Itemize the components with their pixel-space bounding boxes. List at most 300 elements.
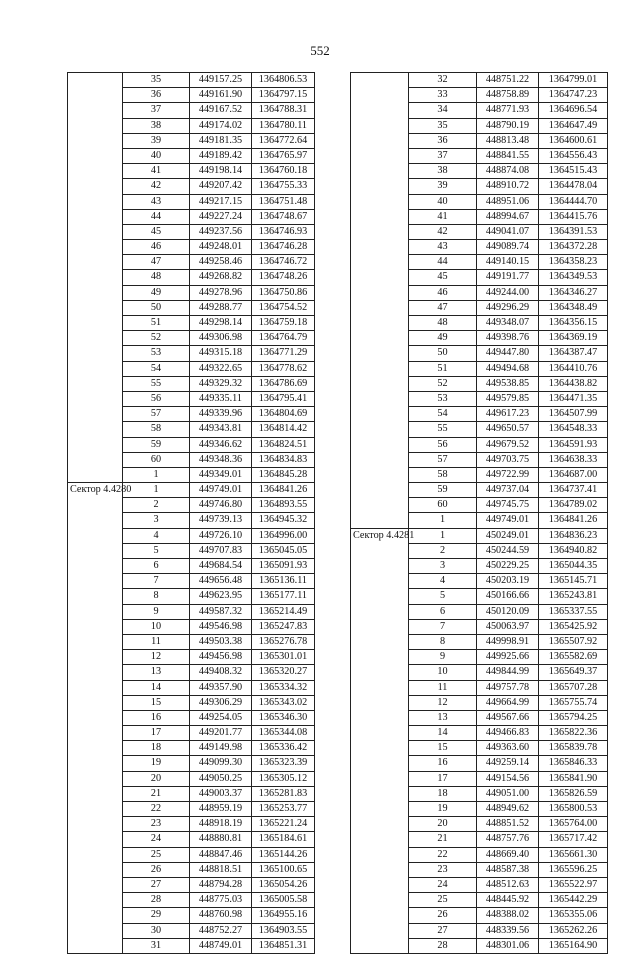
x-coordinate-cell: 449679.52 bbox=[477, 437, 539, 452]
x-coordinate-cell: 448760.98 bbox=[190, 908, 252, 923]
y-coordinate-cell: 1365005.58 bbox=[252, 893, 315, 908]
point-number-cell: 54 bbox=[409, 407, 477, 422]
y-coordinate-cell: 1365343.02 bbox=[252, 695, 315, 710]
x-coordinate-cell: 449207.42 bbox=[190, 179, 252, 194]
y-coordinate-cell: 1365184.61 bbox=[252, 832, 315, 847]
x-coordinate-cell: 449567.66 bbox=[477, 710, 539, 725]
y-coordinate-cell: 1364788.31 bbox=[252, 103, 315, 118]
y-coordinate-cell: 1364806.53 bbox=[252, 73, 315, 88]
point-number-cell: 23 bbox=[123, 817, 190, 832]
y-coordinate-cell: 1365355.06 bbox=[539, 908, 608, 923]
x-coordinate-cell: 449722.99 bbox=[477, 467, 539, 482]
point-number-cell: 59 bbox=[123, 437, 190, 452]
x-coordinate-cell: 450120.09 bbox=[477, 604, 539, 619]
point-number-cell: 51 bbox=[123, 316, 190, 331]
y-coordinate-cell: 1365800.53 bbox=[539, 802, 608, 817]
point-number-cell: 22 bbox=[409, 847, 477, 862]
x-coordinate-cell: 450203.19 bbox=[477, 574, 539, 589]
y-coordinate-cell: 1364851.31 bbox=[252, 938, 315, 953]
x-coordinate-cell: 449494.68 bbox=[477, 361, 539, 376]
y-coordinate-cell: 1364778.62 bbox=[252, 361, 315, 376]
y-coordinate-cell: 1365177.11 bbox=[252, 589, 315, 604]
point-number-cell: 40 bbox=[409, 194, 477, 209]
x-coordinate-cell: 448512.63 bbox=[477, 877, 539, 892]
point-number-cell: 56 bbox=[123, 391, 190, 406]
x-coordinate-cell: 448758.89 bbox=[477, 88, 539, 103]
point-number-cell: 22 bbox=[123, 802, 190, 817]
y-coordinate-cell: 1364765.97 bbox=[252, 148, 315, 163]
y-coordinate-cell: 1365164.90 bbox=[539, 938, 608, 953]
x-coordinate-cell: 449198.14 bbox=[190, 164, 252, 179]
point-number-cell: 37 bbox=[123, 103, 190, 118]
x-coordinate-cell: 449587.32 bbox=[190, 604, 252, 619]
point-number-cell: 49 bbox=[409, 331, 477, 346]
point-number-cell: 37 bbox=[409, 148, 477, 163]
point-number-cell: 3 bbox=[123, 513, 190, 528]
y-coordinate-cell: 1365301.01 bbox=[252, 650, 315, 665]
point-number-cell: 13 bbox=[409, 710, 477, 725]
x-coordinate-cell: 449174.02 bbox=[190, 118, 252, 133]
x-coordinate-cell: 449003.37 bbox=[190, 786, 252, 801]
point-number-cell: 45 bbox=[409, 270, 477, 285]
x-coordinate-cell: 449746.80 bbox=[190, 498, 252, 513]
x-coordinate-cell: 449398.76 bbox=[477, 331, 539, 346]
point-number-cell: 46 bbox=[123, 240, 190, 255]
point-number-cell: 42 bbox=[409, 224, 477, 239]
y-coordinate-cell: 1365045.05 bbox=[252, 543, 315, 558]
x-coordinate-cell: 449757.78 bbox=[477, 680, 539, 695]
y-coordinate-cell: 1365425.92 bbox=[539, 619, 608, 634]
point-number-cell: 2 bbox=[409, 543, 477, 558]
point-number-cell: 19 bbox=[409, 802, 477, 817]
point-number-cell: 25 bbox=[123, 847, 190, 862]
x-coordinate-cell: 449268.82 bbox=[190, 270, 252, 285]
x-coordinate-cell: 449306.29 bbox=[190, 695, 252, 710]
x-coordinate-cell: 450244.59 bbox=[477, 543, 539, 558]
point-number-cell: 16 bbox=[123, 710, 190, 725]
x-coordinate-cell: 449050.25 bbox=[190, 771, 252, 786]
x-coordinate-cell: 450229.25 bbox=[477, 559, 539, 574]
x-coordinate-cell: 449538.85 bbox=[477, 376, 539, 391]
y-coordinate-cell: 1365707.28 bbox=[539, 680, 608, 695]
y-coordinate-cell: 1364841.26 bbox=[252, 483, 315, 498]
coordinates-table-left bbox=[67, 72, 315, 954]
point-number-cell: 43 bbox=[409, 240, 477, 255]
point-number-cell: 18 bbox=[123, 741, 190, 756]
y-coordinate-cell: 1364903.55 bbox=[252, 923, 315, 938]
coordinates-table-right bbox=[350, 72, 608, 954]
x-coordinate-cell: 449288.77 bbox=[190, 300, 252, 315]
y-coordinate-cell: 1364746.93 bbox=[252, 224, 315, 239]
x-coordinate-cell: 448880.81 bbox=[190, 832, 252, 847]
y-coordinate-cell: 1364814.42 bbox=[252, 422, 315, 437]
y-coordinate-cell: 1364372.28 bbox=[539, 240, 608, 255]
point-number-cell: 28 bbox=[409, 938, 477, 953]
point-number-cell: 32 bbox=[409, 73, 477, 88]
x-coordinate-cell: 449343.81 bbox=[190, 422, 252, 437]
y-coordinate-cell: 1364548.33 bbox=[539, 422, 608, 437]
x-coordinate-cell: 448301.06 bbox=[477, 938, 539, 953]
point-number-cell: 46 bbox=[409, 285, 477, 300]
x-coordinate-cell: 448771.93 bbox=[477, 103, 539, 118]
y-coordinate-cell: 1364772.64 bbox=[252, 133, 315, 148]
x-coordinate-cell: 449157.25 bbox=[190, 73, 252, 88]
x-coordinate-cell: 449707.83 bbox=[190, 543, 252, 558]
y-coordinate-cell: 1364444.70 bbox=[539, 194, 608, 209]
x-coordinate-cell: 449154.56 bbox=[477, 771, 539, 786]
y-coordinate-cell: 1365221.24 bbox=[252, 817, 315, 832]
y-coordinate-cell: 1365822.36 bbox=[539, 726, 608, 741]
y-coordinate-cell: 1365336.42 bbox=[252, 741, 315, 756]
x-coordinate-cell: 448669.40 bbox=[477, 847, 539, 862]
x-coordinate-cell: 449739.13 bbox=[190, 513, 252, 528]
x-coordinate-cell: 449306.98 bbox=[190, 331, 252, 346]
y-coordinate-cell: 1364638.33 bbox=[539, 452, 608, 467]
y-coordinate-cell: 1364759.18 bbox=[252, 316, 315, 331]
y-coordinate-cell: 1364786.69 bbox=[252, 376, 315, 391]
y-coordinate-cell: 1365334.32 bbox=[252, 680, 315, 695]
y-coordinate-cell: 1364795.41 bbox=[252, 391, 315, 406]
x-coordinate-cell: 448910.72 bbox=[477, 179, 539, 194]
x-coordinate-cell: 448752.27 bbox=[190, 923, 252, 938]
point-number-cell: 55 bbox=[123, 376, 190, 391]
point-number-cell: 10 bbox=[409, 665, 477, 680]
y-coordinate-cell: 1365755.74 bbox=[539, 695, 608, 710]
y-coordinate-cell: 1364789.02 bbox=[539, 498, 608, 513]
x-coordinate-cell: 450063.97 bbox=[477, 619, 539, 634]
table-row bbox=[351, 528, 608, 543]
y-coordinate-cell: 1365145.71 bbox=[539, 574, 608, 589]
point-number-cell: 10 bbox=[123, 619, 190, 634]
y-coordinate-cell: 1365214.49 bbox=[252, 604, 315, 619]
point-number-cell: 7 bbox=[123, 574, 190, 589]
y-coordinate-cell: 1364600.61 bbox=[539, 133, 608, 148]
point-number-cell: 47 bbox=[409, 300, 477, 315]
point-number-cell: 55 bbox=[409, 422, 477, 437]
x-coordinate-cell: 449363.60 bbox=[477, 741, 539, 756]
y-coordinate-cell: 1364737.41 bbox=[539, 483, 608, 498]
y-coordinate-cell: 1365794.25 bbox=[539, 710, 608, 725]
y-coordinate-cell: 1365323.39 bbox=[252, 756, 315, 771]
table-row bbox=[351, 73, 608, 88]
x-coordinate-cell: 449447.80 bbox=[477, 346, 539, 361]
y-coordinate-cell: 1364750.86 bbox=[252, 285, 315, 300]
x-coordinate-cell: 448794.28 bbox=[190, 877, 252, 892]
y-coordinate-cell: 1365764.00 bbox=[539, 817, 608, 832]
y-coordinate-cell: 1364754.52 bbox=[252, 300, 315, 315]
y-coordinate-cell: 1364799.01 bbox=[539, 73, 608, 88]
table-row bbox=[68, 73, 315, 88]
y-coordinate-cell: 1364369.19 bbox=[539, 331, 608, 346]
point-number-cell: 42 bbox=[123, 179, 190, 194]
table-row bbox=[68, 483, 315, 498]
x-coordinate-cell: 449656.48 bbox=[190, 574, 252, 589]
point-number-cell: 51 bbox=[409, 361, 477, 376]
point-number-cell: 47 bbox=[123, 255, 190, 270]
x-coordinate-cell: 448813.48 bbox=[477, 133, 539, 148]
y-coordinate-cell: 1365276.78 bbox=[252, 634, 315, 649]
x-coordinate-cell: 449346.62 bbox=[190, 437, 252, 452]
point-number-cell: 20 bbox=[123, 771, 190, 786]
y-coordinate-cell: 1364478.04 bbox=[539, 179, 608, 194]
x-coordinate-cell: 448587.38 bbox=[477, 862, 539, 877]
point-number-cell: 5 bbox=[123, 543, 190, 558]
point-number-cell: 26 bbox=[409, 908, 477, 923]
point-number-cell: 53 bbox=[409, 391, 477, 406]
y-coordinate-cell: 1365839.78 bbox=[539, 741, 608, 756]
x-coordinate-cell: 449315.18 bbox=[190, 346, 252, 361]
x-coordinate-cell: 449684.54 bbox=[190, 559, 252, 574]
point-number-cell: 36 bbox=[123, 88, 190, 103]
x-coordinate-cell: 449844.99 bbox=[477, 665, 539, 680]
point-number-cell: 49 bbox=[123, 285, 190, 300]
y-coordinate-cell: 1365281.83 bbox=[252, 786, 315, 801]
sector-cell bbox=[351, 73, 409, 529]
y-coordinate-cell: 1364755.33 bbox=[252, 179, 315, 194]
y-coordinate-cell: 1365582.69 bbox=[539, 650, 608, 665]
point-number-cell: 27 bbox=[409, 923, 477, 938]
point-number-cell: 60 bbox=[123, 452, 190, 467]
point-number-cell: 18 bbox=[409, 786, 477, 801]
y-coordinate-cell: 1364780.11 bbox=[252, 118, 315, 133]
point-number-cell: 1 bbox=[409, 513, 477, 528]
x-coordinate-cell: 449041.07 bbox=[477, 224, 539, 239]
x-coordinate-cell: 449191.77 bbox=[477, 270, 539, 285]
x-coordinate-cell: 449201.77 bbox=[190, 726, 252, 741]
x-coordinate-cell: 450166.66 bbox=[477, 589, 539, 604]
point-number-cell: 8 bbox=[123, 589, 190, 604]
point-number-cell: 59 bbox=[409, 483, 477, 498]
y-coordinate-cell: 1364591.93 bbox=[539, 437, 608, 452]
y-coordinate-cell: 1364410.76 bbox=[539, 361, 608, 376]
point-number-cell: 58 bbox=[123, 422, 190, 437]
y-coordinate-cell: 1365522.97 bbox=[539, 877, 608, 892]
y-coordinate-cell: 1364771.29 bbox=[252, 346, 315, 361]
sector-cell bbox=[68, 73, 123, 483]
point-number-cell: 24 bbox=[409, 877, 477, 892]
y-coordinate-cell: 1364945.32 bbox=[252, 513, 315, 528]
y-coordinate-cell: 1364747.23 bbox=[539, 88, 608, 103]
point-number-cell: 27 bbox=[123, 877, 190, 892]
y-coordinate-cell: 1365100.65 bbox=[252, 862, 315, 877]
x-coordinate-cell: 449348.07 bbox=[477, 316, 539, 331]
point-number-cell: 30 bbox=[123, 923, 190, 938]
point-number-cell: 14 bbox=[123, 680, 190, 695]
y-coordinate-cell: 1364748.26 bbox=[252, 270, 315, 285]
y-coordinate-cell: 1365846.33 bbox=[539, 756, 608, 771]
y-coordinate-cell: 1364687.00 bbox=[539, 467, 608, 482]
y-coordinate-cell: 1364764.79 bbox=[252, 331, 315, 346]
x-coordinate-cell: 448339.56 bbox=[477, 923, 539, 938]
point-number-cell: 60 bbox=[409, 498, 477, 513]
point-number-cell: 2 bbox=[123, 498, 190, 513]
y-coordinate-cell: 1365826.59 bbox=[539, 786, 608, 801]
x-coordinate-cell: 449623.95 bbox=[190, 589, 252, 604]
point-number-cell: 23 bbox=[409, 862, 477, 877]
x-coordinate-cell: 449259.14 bbox=[477, 756, 539, 771]
point-number-cell: 52 bbox=[123, 331, 190, 346]
x-coordinate-cell: 449617.23 bbox=[477, 407, 539, 422]
point-number-cell: 1 bbox=[123, 483, 190, 498]
y-coordinate-cell: 1365247.83 bbox=[252, 619, 315, 634]
point-number-cell: 35 bbox=[409, 118, 477, 133]
x-coordinate-cell: 448749.01 bbox=[190, 938, 252, 953]
point-number-cell: 5 bbox=[409, 589, 477, 604]
point-number-cell: 6 bbox=[409, 604, 477, 619]
y-coordinate-cell: 1364845.28 bbox=[252, 467, 315, 482]
x-coordinate-cell: 448775.03 bbox=[190, 893, 252, 908]
point-number-cell: 21 bbox=[409, 832, 477, 847]
point-number-cell: 13 bbox=[123, 665, 190, 680]
point-number-cell: 17 bbox=[409, 771, 477, 786]
y-coordinate-cell: 1365262.26 bbox=[539, 923, 608, 938]
y-coordinate-cell: 1364471.35 bbox=[539, 391, 608, 406]
x-coordinate-cell: 448951.06 bbox=[477, 194, 539, 209]
point-number-cell: 6 bbox=[123, 559, 190, 574]
point-number-cell: 38 bbox=[409, 164, 477, 179]
y-coordinate-cell: 1364797.15 bbox=[252, 88, 315, 103]
point-number-cell: 11 bbox=[409, 680, 477, 695]
x-coordinate-cell: 449998.91 bbox=[477, 634, 539, 649]
point-number-cell: 48 bbox=[409, 316, 477, 331]
point-number-cell: 52 bbox=[409, 376, 477, 391]
point-number-cell: 17 bbox=[123, 726, 190, 741]
x-coordinate-cell: 449149.98 bbox=[190, 741, 252, 756]
y-coordinate-cell: 1364515.43 bbox=[539, 164, 608, 179]
point-number-cell: 41 bbox=[123, 164, 190, 179]
x-coordinate-cell: 448757.76 bbox=[477, 832, 539, 847]
y-coordinate-cell: 1365305.12 bbox=[252, 771, 315, 786]
y-coordinate-cell: 1365136.11 bbox=[252, 574, 315, 589]
y-coordinate-cell: 1364391.53 bbox=[539, 224, 608, 239]
y-coordinate-cell: 1364893.55 bbox=[252, 498, 315, 513]
point-number-cell: 31 bbox=[123, 938, 190, 953]
point-number-cell: 25 bbox=[409, 893, 477, 908]
y-coordinate-cell: 1364748.67 bbox=[252, 209, 315, 224]
y-coordinate-cell: 1364696.54 bbox=[539, 103, 608, 118]
y-coordinate-cell: 1365091.93 bbox=[252, 559, 315, 574]
point-number-cell: 58 bbox=[409, 467, 477, 482]
x-coordinate-cell: 449349.01 bbox=[190, 467, 252, 482]
x-coordinate-cell: 449296.29 bbox=[477, 300, 539, 315]
point-number-cell: 24 bbox=[123, 832, 190, 847]
point-number-cell: 36 bbox=[409, 133, 477, 148]
x-coordinate-cell: 449745.75 bbox=[477, 498, 539, 513]
x-coordinate-cell: 448994.67 bbox=[477, 209, 539, 224]
point-number-cell: 1 bbox=[409, 528, 477, 543]
x-coordinate-cell: 449348.36 bbox=[190, 452, 252, 467]
point-number-cell: 12 bbox=[409, 695, 477, 710]
point-number-cell: 9 bbox=[409, 650, 477, 665]
x-coordinate-cell: 449237.56 bbox=[190, 224, 252, 239]
point-number-cell: 8 bbox=[409, 634, 477, 649]
x-coordinate-cell: 449099.30 bbox=[190, 756, 252, 771]
x-coordinate-cell: 449322.65 bbox=[190, 361, 252, 376]
x-coordinate-cell: 449357.90 bbox=[190, 680, 252, 695]
y-coordinate-cell: 1365253.77 bbox=[252, 802, 315, 817]
x-coordinate-cell: 449189.42 bbox=[190, 148, 252, 163]
y-coordinate-cell: 1365507.92 bbox=[539, 634, 608, 649]
x-coordinate-cell: 450249.01 bbox=[477, 528, 539, 543]
x-coordinate-cell: 448751.22 bbox=[477, 73, 539, 88]
x-coordinate-cell: 449248.01 bbox=[190, 240, 252, 255]
y-coordinate-cell: 1365841.90 bbox=[539, 771, 608, 786]
y-coordinate-cell: 1365717.42 bbox=[539, 832, 608, 847]
page-number: 552 bbox=[310, 43, 330, 58]
sector-cell: Сектор 4.4281 bbox=[351, 528, 409, 953]
x-coordinate-cell: 448841.55 bbox=[477, 148, 539, 163]
x-coordinate-cell: 449227.24 bbox=[190, 209, 252, 224]
y-coordinate-cell: 1365337.55 bbox=[539, 604, 608, 619]
point-number-cell: 4 bbox=[123, 528, 190, 543]
point-number-cell: 34 bbox=[409, 103, 477, 118]
x-coordinate-cell: 449737.04 bbox=[477, 483, 539, 498]
point-number-cell: 44 bbox=[409, 255, 477, 270]
x-coordinate-cell: 448445.92 bbox=[477, 893, 539, 908]
y-coordinate-cell: 1364556.43 bbox=[539, 148, 608, 163]
y-coordinate-cell: 1365243.81 bbox=[539, 589, 608, 604]
x-coordinate-cell: 448874.08 bbox=[477, 164, 539, 179]
point-number-cell: 3 bbox=[409, 559, 477, 574]
x-coordinate-cell: 449329.32 bbox=[190, 376, 252, 391]
point-number-cell: 38 bbox=[123, 118, 190, 133]
y-coordinate-cell: 1364349.53 bbox=[539, 270, 608, 285]
point-number-cell: 26 bbox=[123, 862, 190, 877]
sector-cell: Сектор 4.4280 bbox=[68, 483, 123, 954]
x-coordinate-cell: 449217.15 bbox=[190, 194, 252, 209]
point-number-cell: 56 bbox=[409, 437, 477, 452]
y-coordinate-cell: 1365054.26 bbox=[252, 877, 315, 892]
point-number-cell: 9 bbox=[123, 604, 190, 619]
y-coordinate-cell: 1364955.16 bbox=[252, 908, 315, 923]
point-number-cell: 33 bbox=[409, 88, 477, 103]
point-number-cell: 28 bbox=[123, 893, 190, 908]
x-coordinate-cell: 449749.01 bbox=[477, 513, 539, 528]
y-coordinate-cell: 1364940.82 bbox=[539, 543, 608, 558]
x-coordinate-cell: 449456.98 bbox=[190, 650, 252, 665]
x-coordinate-cell: 449664.99 bbox=[477, 695, 539, 710]
y-coordinate-cell: 1364507.99 bbox=[539, 407, 608, 422]
x-coordinate-cell: 449167.52 bbox=[190, 103, 252, 118]
point-number-cell: 45 bbox=[123, 224, 190, 239]
x-coordinate-cell: 449181.35 bbox=[190, 133, 252, 148]
x-coordinate-cell: 449298.14 bbox=[190, 316, 252, 331]
x-coordinate-cell: 448818.51 bbox=[190, 862, 252, 877]
y-coordinate-cell: 1365661.30 bbox=[539, 847, 608, 862]
point-number-cell: 40 bbox=[123, 148, 190, 163]
point-number-cell: 16 bbox=[409, 756, 477, 771]
y-coordinate-cell: 1365044.35 bbox=[539, 559, 608, 574]
x-coordinate-cell: 449503.38 bbox=[190, 634, 252, 649]
y-coordinate-cell: 1364358.23 bbox=[539, 255, 608, 270]
x-coordinate-cell: 449335.11 bbox=[190, 391, 252, 406]
point-number-cell: 50 bbox=[409, 346, 477, 361]
point-number-cell: 14 bbox=[409, 726, 477, 741]
x-coordinate-cell: 449339.96 bbox=[190, 407, 252, 422]
x-coordinate-cell: 448949.62 bbox=[477, 802, 539, 817]
x-coordinate-cell: 449408.32 bbox=[190, 665, 252, 680]
y-coordinate-cell: 1364346.27 bbox=[539, 285, 608, 300]
point-number-cell: 7 bbox=[409, 619, 477, 634]
point-number-cell: 15 bbox=[123, 695, 190, 710]
y-coordinate-cell: 1364760.18 bbox=[252, 164, 315, 179]
x-coordinate-cell: 449650.57 bbox=[477, 422, 539, 437]
x-coordinate-cell: 449244.00 bbox=[477, 285, 539, 300]
point-number-cell: 50 bbox=[123, 300, 190, 315]
y-coordinate-cell: 1365320.27 bbox=[252, 665, 315, 680]
y-coordinate-cell: 1364647.49 bbox=[539, 118, 608, 133]
point-number-cell: 29 bbox=[123, 908, 190, 923]
